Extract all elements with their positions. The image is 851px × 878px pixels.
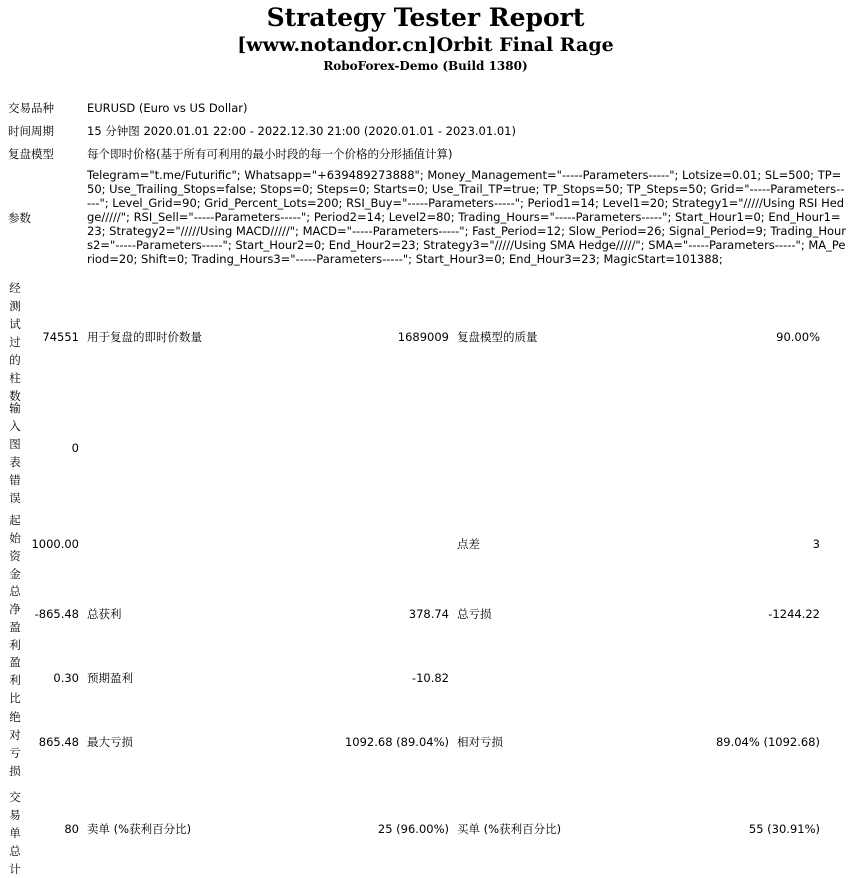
trades-label: 交易单总计 — [9, 790, 21, 876]
period-label: 时间周期 — [8, 124, 54, 138]
pf-value: 0.30 — [53, 671, 79, 685]
spread-label: 点差 — [457, 537, 480, 551]
ticks-label: 用于复盘的即时价数量 — [87, 330, 202, 344]
grossloss-value: -1244.22 — [768, 607, 820, 621]
spread-value: 3 — [812, 537, 820, 551]
errors-label: 输入图表错误 — [9, 401, 21, 505]
long-value: 55 (30.91%) — [748, 822, 820, 836]
maxdd-value: 1092.68 (89.04%) — [344, 735, 449, 749]
params-value: Telegram="t.me/Futurific"; Whatsapp="+639489273888"; Money_Management="-----Parameters-----"; Lotsize=0.01; SL=500; TP=50; Use_Trailing_Stops=false; Stops=0; Steps=0; Starts=0; Use_Trail_TP=true; TP_Stops=50; TP_Steps=50; Grid="-----Parameters-----"; Level_Grid=90; Grid_Percent_Lots=200; RSI_Buy="-----Parameters-----"; Period1=14; Level1=20; Strategy1="/////Using RSI Hedge/////"; RSI_Sell="-----Parameters-----"; Period2=14; Level2=80; Trading_Hours="-----Parameters-----"; Start_Hour1=0; End_Hour1=23; Strategy2="/////Using MACD/////"; MACD="-----Parameters-----"; Fast_Period=12; Slow_Period=26; Signal_Period=9; Trading_Hours2="-----Parameters-----"; Start_Hour2=0; End_Hour2=23; Strategy3="/////Using SMA Hedge/////"; SMA="-----Parameters-----"; MA_Period=20; Shift=0; Trading_Hours3="-----Parameters-----"; Start_Hour3=0; End_Hour3=23; MagicStart=101388; — [87, 168, 847, 266]
pf-label: 盈利比 — [9, 655, 21, 705]
symbol-label: 交易品种 — [8, 101, 54, 115]
quality-label: 复盘模型的质量 — [457, 330, 538, 344]
netprofit-value: -865.48 — [34, 607, 79, 621]
expected-value: -10.82 — [411, 671, 449, 685]
netprofit-label: 总净盈利 — [9, 584, 21, 652]
reldd-label: 相对亏损 — [457, 735, 503, 749]
long-label: 买单 (%获利百分比) — [457, 822, 562, 836]
deposit-value: 1000.00 — [31, 537, 79, 551]
expected-label: 预期盈利 — [87, 671, 133, 685]
short-value: 25 (96.00%) — [377, 822, 449, 836]
report-subtitle: [www.notandor.cn]Orbit Final Rage — [237, 34, 614, 56]
params-label: 参数 — [8, 211, 31, 225]
symbol-value: EURUSD (Euro vs US Dollar) — [87, 101, 248, 115]
deposit-label: 起始资金 — [9, 513, 21, 581]
quality-value: 90.00% — [776, 330, 820, 344]
absdd-label: 绝对亏损 — [9, 710, 21, 778]
absdd-value: 865.48 — [38, 735, 79, 749]
grossprofit-value: 378.74 — [408, 607, 449, 621]
bars-value: 74551 — [42, 330, 79, 344]
report-build: RoboForex-Demo (Build 1380) — [323, 59, 528, 73]
ticks-value: 1689009 — [397, 330, 449, 344]
maxdd-label: 最大亏损 — [87, 735, 133, 749]
grossloss-label: 总亏损 — [457, 607, 492, 621]
model-label: 复盘模型 — [8, 147, 54, 161]
errors-value: 0 — [71, 441, 79, 455]
model-value: 每个即时价格(基于所有可利用的最小时段的每一个价格的分形插值计算) — [87, 147, 453, 161]
report-title: Strategy Tester Report — [266, 3, 585, 32]
grossprofit-label: 总获利 — [87, 607, 122, 621]
reldd-value: 89.04% (1092.68) — [715, 735, 820, 749]
trades-value: 80 — [64, 822, 79, 836]
bars-label: 经测试过的柱数 — [9, 281, 21, 403]
short-label: 卖单 (%获利百分比) — [87, 822, 192, 836]
period-value: 15 分钟图 2020.01.01 22:00 - 2022.12.30 21:00 (2020.01.01 - 2023.01.01) — [87, 124, 516, 138]
